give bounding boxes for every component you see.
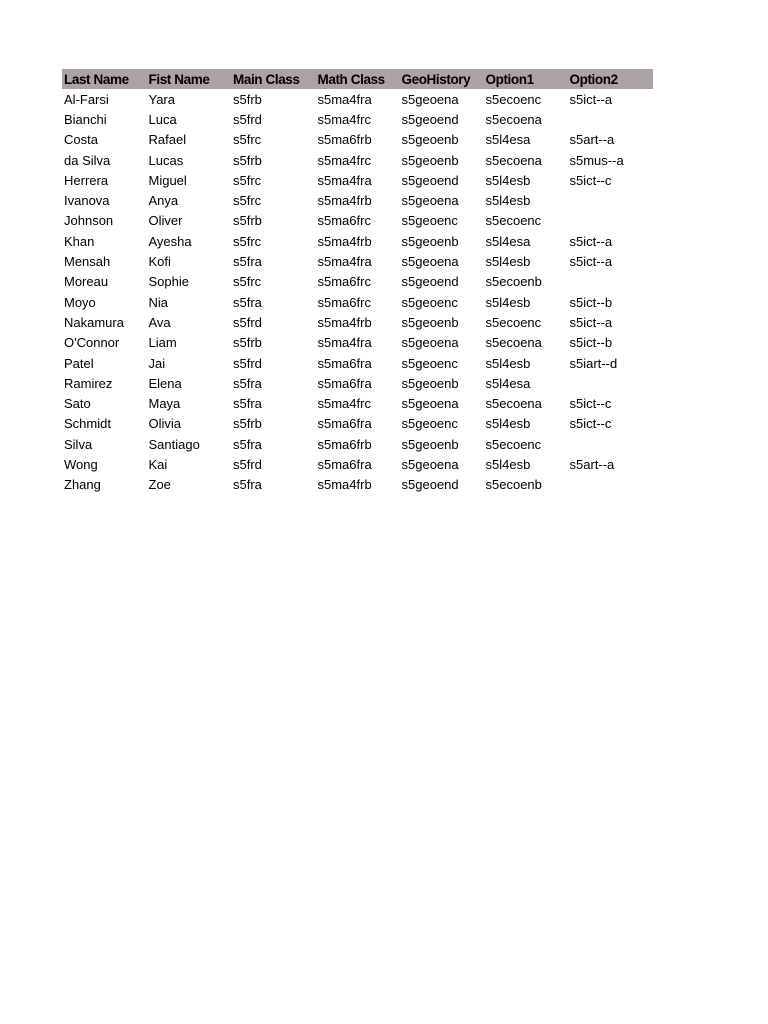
cell-option1: s5ecoena (485, 111, 542, 127)
header-option1: Option1 (485, 71, 534, 87)
cell-main-class: s5fra (233, 294, 262, 310)
cell-option1: s5ecoena (485, 335, 542, 351)
cell-last-name: da Silva (64, 152, 111, 168)
cell-last-name: Ramirez (64, 375, 113, 391)
cell-math-class: s5ma6frb (317, 436, 372, 452)
cell-last-name: Ivanova (64, 193, 110, 209)
cell-main-class: s5fra (233, 254, 262, 270)
cell-option1: s5ecoenb (485, 477, 542, 493)
cell-option2: s5iart--d (569, 355, 618, 371)
cell-option1: s5ecoenb (485, 274, 542, 290)
class-list-table (62, 69, 653, 495)
cell-first-name: Anya (148, 193, 179, 209)
cell-option1: s5l4esa (485, 375, 531, 391)
cell-last-name: Nakamura (64, 314, 124, 330)
table-row (62, 109, 653, 129)
cell-main-class: s5frb (233, 152, 262, 168)
header-geohistory: GeoHistory (401, 71, 471, 87)
cell-option1: s5ecoena (485, 152, 542, 168)
cell-math-class: s5ma4frc (317, 396, 371, 412)
cell-option2: s5ict--b (569, 335, 613, 351)
cell-first-name: Sophie (148, 274, 189, 290)
cell-last-name: Costa (64, 132, 98, 148)
cell-geohistory: s5geoenc (401, 294, 458, 310)
cell-option2: s5ict--a (569, 314, 613, 330)
table-row (62, 211, 653, 231)
cell-last-name: Moyo (64, 294, 96, 310)
cell-geohistory: s5geoenb (401, 132, 459, 148)
cell-option1: s5ecoena (485, 396, 542, 412)
cell-main-class: s5frc (233, 274, 262, 290)
table-row (62, 353, 653, 373)
cell-first-name: Olivia (148, 416, 182, 432)
cell-option2: s5art--a (569, 456, 615, 472)
cell-last-name: Khan (64, 233, 95, 249)
cell-option2: s5ict--c (569, 416, 612, 432)
header-first-name: Fist Name (148, 71, 210, 87)
cell-main-class: s5frb (233, 213, 262, 229)
cell-geohistory: s5geoend (401, 172, 459, 188)
cell-option1: s5l4esb (485, 456, 531, 472)
cell-option1: s5l4esb (485, 254, 531, 270)
cell-option2: s5art--a (569, 132, 615, 148)
cell-math-class: s5ma4frb (317, 477, 372, 493)
table-row (62, 150, 653, 170)
cell-math-class: s5ma4fra (317, 335, 372, 351)
cell-geohistory: s5geoenb (401, 152, 459, 168)
cell-geohistory: s5geoena (401, 335, 459, 351)
cell-main-class: s5frd (233, 456, 262, 472)
cell-main-class: s5frd (233, 355, 262, 371)
cell-last-name: Johnson (64, 213, 114, 229)
cell-first-name: Oliver (148, 213, 183, 229)
cell-main-class: s5fra (233, 477, 262, 493)
cell-geohistory: s5geoend (401, 477, 459, 493)
cell-main-class: s5frd (233, 314, 262, 330)
cell-main-class: s5frb (233, 416, 262, 432)
cell-last-name: Sato (64, 396, 91, 412)
cell-last-name: Wong (64, 456, 98, 472)
cell-option1: s5ecoenc (485, 91, 542, 107)
cell-option1: s5l4esa (485, 233, 531, 249)
cell-geohistory: s5geoena (401, 456, 459, 472)
cell-math-class: s5ma6frb (317, 132, 372, 148)
cell-last-name: Zhang (64, 477, 101, 493)
cell-geohistory: s5geoena (401, 91, 459, 107)
cell-geohistory: s5geoenb (401, 436, 459, 452)
cell-math-class: s5ma4fra (317, 254, 372, 270)
cell-first-name: Nia (148, 294, 169, 310)
cell-geohistory: s5geoenb (401, 314, 459, 330)
cell-option1: s5ecoenc (485, 314, 542, 330)
cell-math-class: s5ma6fra (317, 375, 372, 391)
cell-geohistory: s5geoend (401, 111, 459, 127)
cell-main-class: s5frc (233, 132, 262, 148)
cell-math-class: s5ma4frb (317, 193, 372, 209)
cell-option2: s5ict--a (569, 254, 613, 270)
cell-last-name: Schmidt (64, 416, 111, 432)
cell-geohistory: s5geoena (401, 396, 459, 412)
cell-first-name: Yara (148, 91, 175, 107)
cell-math-class: s5ma4frb (317, 233, 372, 249)
cell-main-class: s5frc (233, 172, 262, 188)
cell-last-name: Patel (64, 355, 94, 371)
cell-option2: s5ict--a (569, 91, 613, 107)
cell-math-class: s5ma6fra (317, 456, 372, 472)
table-row (62, 170, 653, 190)
cell-first-name: Ava (148, 314, 171, 330)
table-row (62, 130, 653, 150)
cell-main-class: s5frc (233, 193, 262, 209)
cell-main-class: s5frb (233, 335, 262, 351)
cell-first-name: Miguel (148, 172, 187, 188)
cell-last-name: Herrera (64, 172, 109, 188)
header-row (62, 69, 653, 89)
cell-main-class: s5frb (233, 91, 262, 107)
cell-last-name: O'Connor (64, 335, 120, 351)
header-math-class: Math Class (317, 71, 385, 87)
table-row (62, 475, 653, 495)
cell-main-class: s5fra (233, 396, 262, 412)
table-row (62, 89, 653, 109)
cell-first-name: Lucas (148, 152, 184, 168)
cell-option1: s5ecoenc (485, 213, 542, 229)
cell-geohistory: s5geoenc (401, 213, 458, 229)
cell-option1: s5ecoenc (485, 436, 542, 452)
cell-math-class: s5ma4fra (317, 172, 372, 188)
cell-first-name: Kofi (148, 254, 171, 270)
cell-first-name: Santiago (148, 436, 200, 452)
table-row (62, 393, 653, 413)
cell-math-class: s5ma4frc (317, 152, 371, 168)
cell-option2: s5ict--c (569, 172, 612, 188)
cell-option1: s5l4esb (485, 294, 531, 310)
cell-option1: s5l4esb (485, 416, 531, 432)
cell-option1: s5l4esa (485, 132, 531, 148)
cell-first-name: Maya (148, 396, 181, 412)
table-row (62, 373, 653, 393)
cell-math-class: s5ma6fra (317, 416, 372, 432)
cell-math-class: s5ma6frc (317, 274, 371, 290)
cell-math-class: s5ma4fra (317, 91, 372, 107)
table-row (62, 251, 653, 271)
table-row (62, 414, 653, 434)
cell-last-name: Silva (64, 436, 93, 452)
cell-option2: s5mus--a (569, 152, 624, 168)
cell-first-name: Zoe (148, 477, 171, 493)
cell-option1: s5l4esb (485, 355, 531, 371)
header-last-name: Last Name (64, 71, 129, 87)
cell-geohistory: s5geoena (401, 193, 459, 209)
cell-first-name: Luca (148, 111, 177, 127)
table-row (62, 190, 653, 210)
cell-math-class: s5ma4frb (317, 314, 372, 330)
cell-option2: s5ict--b (569, 294, 613, 310)
cell-main-class: s5fra (233, 375, 262, 391)
table-row (62, 272, 653, 292)
cell-geohistory: s5geoend (401, 274, 459, 290)
cell-geohistory: s5geoenb (401, 375, 459, 391)
header-main-class: Main Class (233, 71, 300, 87)
cell-math-class: s5ma4frc (317, 111, 371, 127)
cell-first-name: Rafael (148, 132, 187, 148)
cell-first-name: Ayesha (148, 233, 192, 249)
cell-last-name: Moreau (64, 274, 109, 290)
cell-last-name: Mensah (64, 254, 111, 270)
cell-option1: s5l4esb (485, 193, 531, 209)
cell-option1: s5l4esb (485, 172, 531, 188)
table-row (62, 333, 653, 353)
table-row (62, 312, 653, 332)
table-row (62, 292, 653, 312)
cell-first-name: Jai (148, 355, 166, 371)
cell-main-class: s5fra (233, 436, 262, 452)
table-row (62, 434, 653, 454)
cell-math-class: s5ma6frc (317, 213, 371, 229)
cell-geohistory: s5geoenc (401, 355, 458, 371)
cell-last-name: Al-Farsi (64, 91, 109, 107)
cell-math-class: s5ma6fra (317, 355, 372, 371)
header-option2: Option2 (569, 71, 618, 87)
table-row (62, 231, 653, 251)
cell-first-name: Kai (148, 456, 168, 472)
cell-geohistory: s5geoenc (401, 416, 458, 432)
cell-first-name: Liam (148, 335, 177, 351)
cell-option2: s5ict--a (569, 233, 613, 249)
cell-last-name: Bianchi (64, 111, 107, 127)
table-row (62, 454, 653, 474)
cell-option2: s5ict--c (569, 396, 612, 412)
cell-main-class: s5frc (233, 233, 262, 249)
cell-math-class: s5ma6frc (317, 294, 371, 310)
cell-geohistory: s5geoena (401, 254, 459, 270)
cell-first-name: Elena (148, 375, 182, 391)
cell-geohistory: s5geoenb (401, 233, 459, 249)
cell-main-class: s5frd (233, 111, 262, 127)
